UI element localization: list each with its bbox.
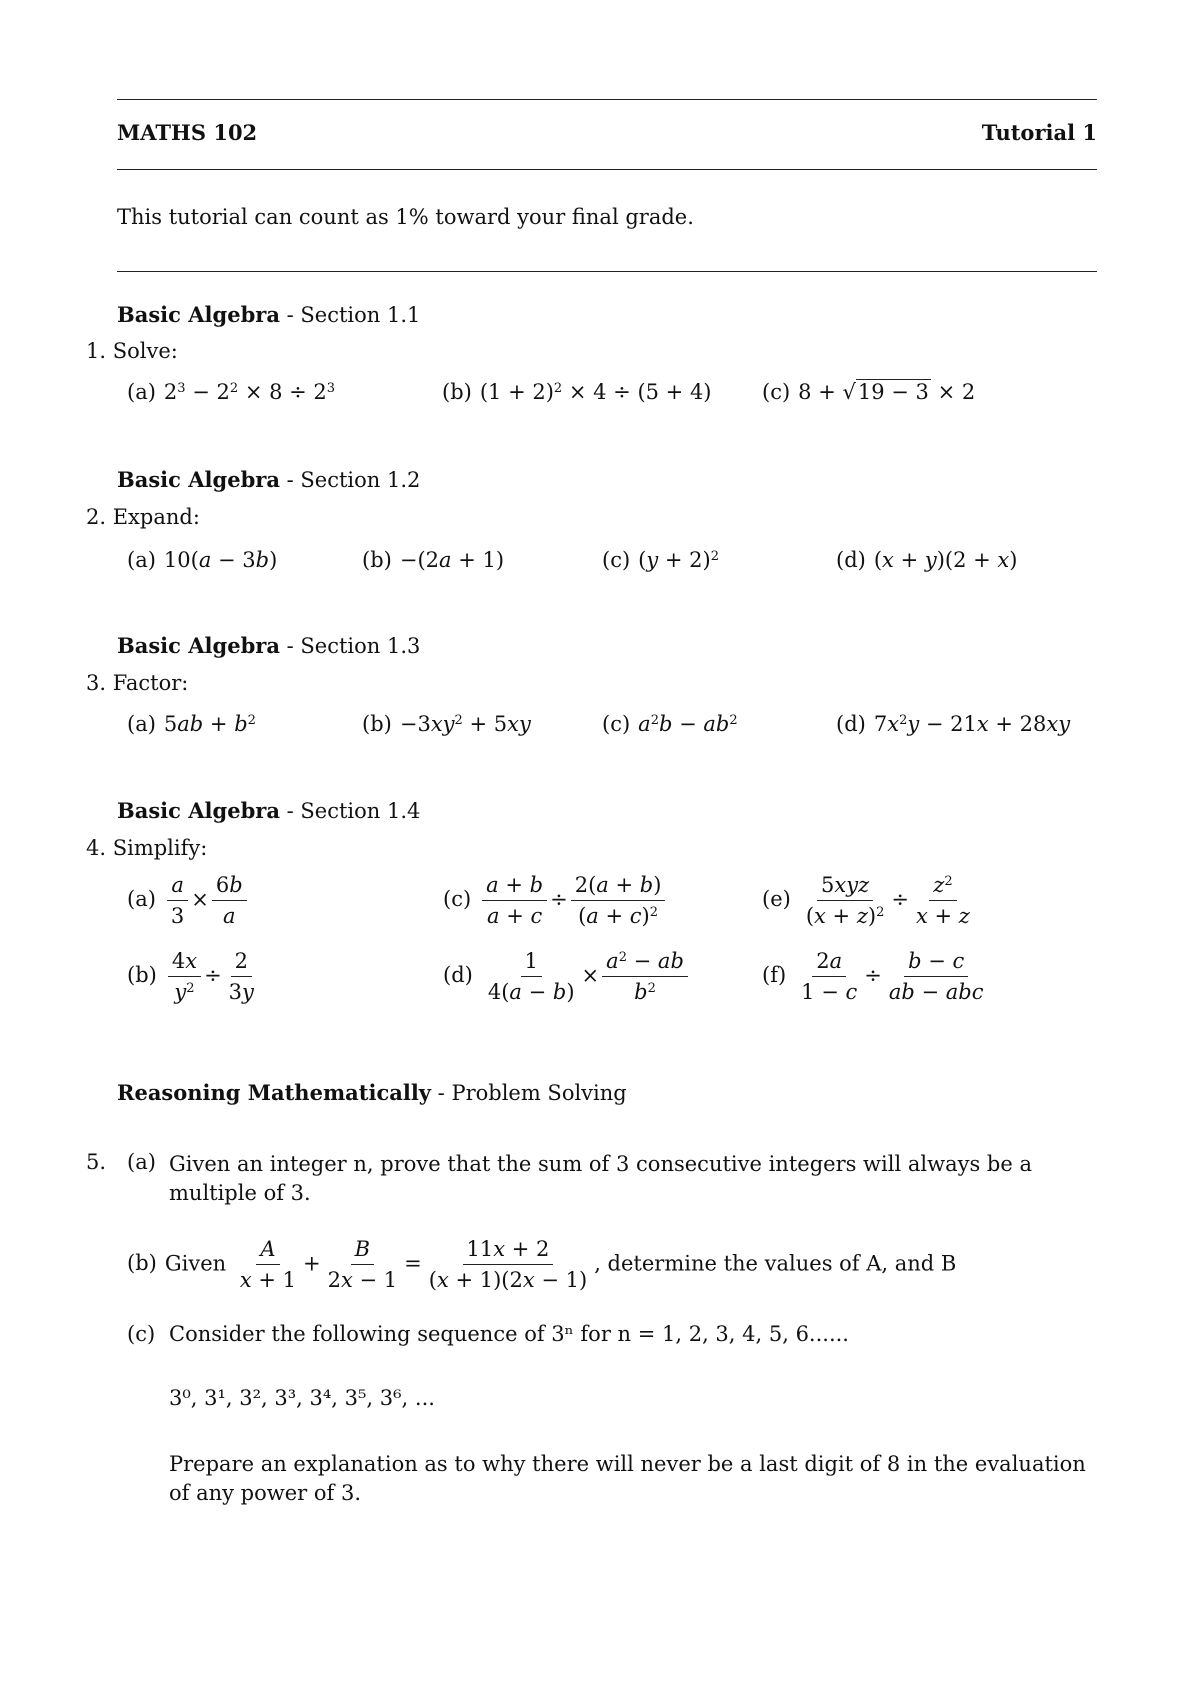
q2-part-b: (b) −(2a + 1) <box>362 548 505 572</box>
q2-part-a: (a) 10(a − 3b) <box>127 548 278 572</box>
q5-part-c-label: (c) <box>127 1322 156 1346</box>
question-4-prompt: 4. Simplify: <box>86 836 208 860</box>
q5-part-c-prompt: Prepare an explanation as to why there will never be a last digit of 8 in the evaluation of any power of 3. <box>169 1452 1086 1505</box>
section-heading-1-4: Basic Algebra - Section 1.4 <box>117 798 421 823</box>
q3-part-d: (d) $7x^2y - 21x + 28xy$ <box>836 712 1071 736</box>
q4-part-d: (d) $\frac{1}{4(a - b)}$ × $\frac{a^2 - ab}{b^2}$ <box>443 948 691 1006</box>
q2-part-c: (c) $(y + 2)^2$ <box>602 548 720 572</box>
q4-part-c: (c) $\frac{a + b}{a + c}$ ÷ $\frac{2(a + b)}{(a + c)^2}$ <box>443 872 668 930</box>
tutorial-number: Tutorial 1 <box>981 120 1097 145</box>
intro-text: This tutorial can count as 1% toward your final grade. <box>117 205 694 229</box>
q1-part-b: (b) $(1 + 2)^2 \times 4 \div (5 + 4)$ <box>442 380 712 404</box>
q4-part-e: (e) $\frac{\text{5xyz}}{(x + z)^2}$ ÷ $\frac{z^2}{x + z}$ <box>762 873 970 929</box>
section-heading-1-2: Basic Algebra - Section 1.2 <box>117 467 421 492</box>
header-rule <box>117 169 1097 170</box>
section-heading-1-3: Basic Algebra - Section 1.3 <box>117 633 421 658</box>
section-heading-reasoning: Reasoning Mathematically - Problem Solving <box>117 1080 627 1105</box>
q4-part-b: (b) $\frac{4x}{y^2}$ ÷ $\frac{2}{3y}$ <box>127 949 254 1005</box>
q5-part-b: (b) Given $\frac{A}{x + 1}$ + $\frac{B}{2x - 1}$ = $\frac{11x + 2}{(x + 1)(2x - 1)}$ , determine the values of A, and B <box>127 1237 957 1293</box>
course-code: MATHS 102 <box>117 120 258 145</box>
q1-part-c: (c) 8 + √19 − 3 × 2 <box>762 380 976 404</box>
question-3-prompt: 3. Factor: <box>86 671 189 695</box>
q4-part-a: (a) $\frac{a}{3}$ × $\frac{6b}{a}$ <box>127 872 250 930</box>
q2-part-d: (d) (x + y)(2 + x) <box>836 548 1018 572</box>
q5-part-c-text: Consider the following sequence of 3ⁿ for n = 1, 2, 3, 4, 5, 6...... <box>169 1322 849 1346</box>
q1-part-a: (a) $2^3 - 2^2 \times 8 \div 2^3$ <box>127 380 336 404</box>
question-5-number: 5. <box>86 1150 107 1174</box>
intro-rule <box>117 271 1097 272</box>
q4-part-f: (f) $\frac{2a}{1 - c}$ ÷ $\frac{b - c}{\text{ab − abc}}$ <box>762 949 984 1005</box>
question-2-prompt: 2. Expand: <box>86 505 200 529</box>
q3-part-a: (a) $5ab + b^2$ <box>127 712 256 736</box>
q3-part-b: $(b) -3xy^2 + 5xy$ <box>362 712 531 736</box>
q5-part-a-label: (a) <box>127 1150 156 1174</box>
question-1-prompt: 1. Solve: <box>86 339 178 363</box>
q5-power-sequence: 3⁰, 3¹, 3², 3³, 3⁴, 3⁵, 3⁶, ... <box>169 1386 435 1410</box>
section-heading-1-1: Basic Algebra - Section 1.1 <box>117 302 421 327</box>
q5-part-a-text: Given an integer n, prove that the sum of 3 consecutive integers will always be a multiple of 3. <box>169 1152 1032 1205</box>
top-rule <box>117 99 1097 100</box>
q3-part-c: (c) $a^2b - ab^2$ <box>602 712 738 736</box>
